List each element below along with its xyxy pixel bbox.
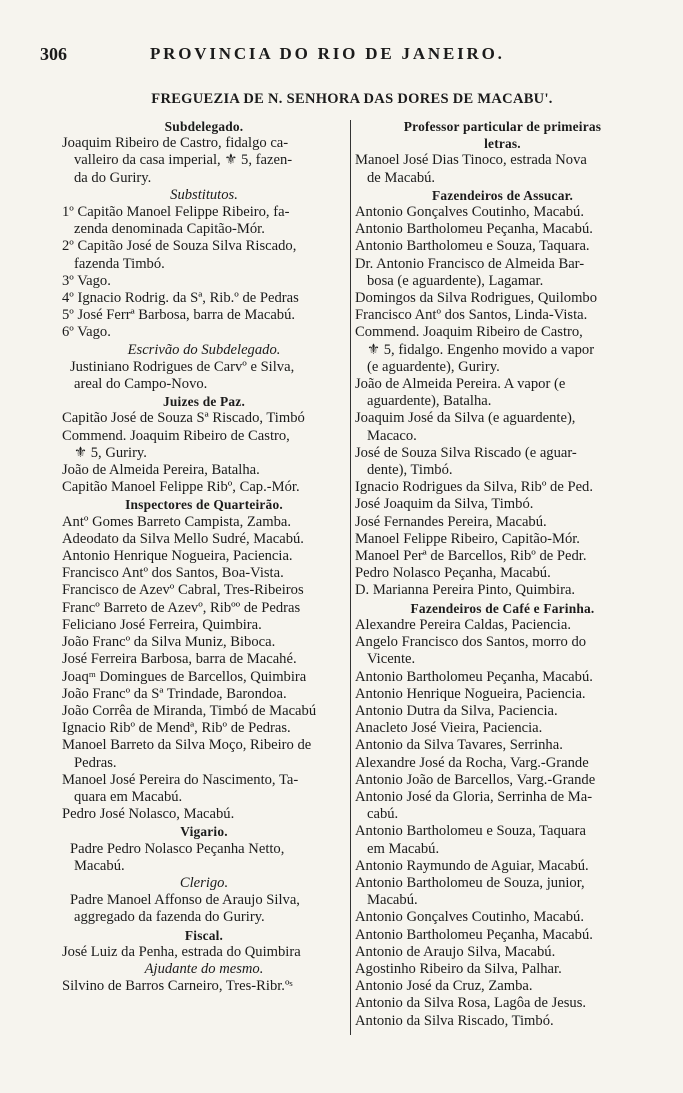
- left-entry-line: quara em Macabú.: [74, 788, 183, 805]
- right-entry-line: cabú.: [367, 806, 399, 823]
- left-section-heading: Vigario.: [180, 824, 228, 840]
- left-entry-line: Padre Manoel Affonso de Araujo Silva,: [70, 892, 300, 909]
- right-entry-line: (e aguardente), Guriry.: [367, 358, 500, 375]
- right-entry-line: Antonio Bartholomeu Peçanha, Macabú.: [355, 668, 593, 685]
- right-entry-line: Agostinho Ribeiro da Silva, Palhar.: [355, 960, 562, 977]
- right-entry-line: Antonio João de Barcellos, Varg.-Grande: [355, 771, 596, 788]
- right-entry-line: Antonio José da Gloria, Serrinha de Ma-: [355, 788, 593, 805]
- left-section-heading: Inspectores de Quarteirão.: [125, 497, 283, 513]
- left-entry-line: Manoel Barreto da Silva Moço, Ribeiro de: [62, 737, 312, 754]
- right-entry-line: D. Marianna Pereira Pinto, Quimbira.: [355, 582, 576, 599]
- left-entry-line: Francisco de Azevº Cabral, Tres-Ribeiros: [62, 582, 304, 599]
- left-entry-line: João Francº da Silva Muniz, Biboca.: [62, 634, 276, 651]
- right-entry-line: ⚜ 5, fidalgo. Engenho movido a vapor: [367, 341, 595, 358]
- right-entry-line: Manoel Perª de Barcellos, Ribº de Pedr.: [355, 548, 587, 565]
- left-entry-line: zenda denominada Capitão-Mór.: [74, 221, 265, 238]
- left-entry-line: João de Almeida Pereira, Batalha.: [62, 462, 260, 479]
- left-entry-line: Ignacio Ribº de Mendª, Ribº de Pedras.: [62, 720, 291, 737]
- left-entry-line: Macabú.: [74, 857, 125, 874]
- right-entry-line: Domingos da Silva Rodrigues, Quilombo: [355, 290, 598, 307]
- left-entry-line: 3º Vago.: [62, 272, 111, 289]
- left-entry-line: 5º José Ferrª Barbosa, barra de Macabú.: [62, 307, 296, 324]
- left-entry-line: Antonio Henrique Nogueira, Paciencia.: [62, 548, 293, 565]
- left-section-heading: Fiscal.: [184, 927, 224, 943]
- right-entry-line: Macaco.: [367, 427, 417, 444]
- right-column: [355, 118, 650, 1030]
- right-entry-line: Dr. Antonio Francisco de Almeida Bar-: [355, 255, 585, 272]
- right-entry-line: José Joaquim da Silva, Timbó.: [355, 496, 534, 513]
- left-entry-line: João Francº da Sª Trindade, Barondoa.: [62, 685, 287, 702]
- left-section-heading: Ajudante do mesmo.: [144, 960, 264, 977]
- column-divider: [350, 120, 351, 1035]
- right-entry-line: dente), Timbó.: [367, 462, 453, 479]
- left-entry-line: Pedras.: [74, 754, 117, 771]
- right-entry-line: Joaquim José da Silva (e aguardente),: [355, 410, 576, 427]
- right-entry-line: Antonio de Araujo Silva, Macabú.: [355, 943, 556, 960]
- right-entry-line: Anacleto José Vieira, Paciencia.: [355, 720, 543, 737]
- right-entry-line: aguardente), Batalha.: [367, 393, 492, 410]
- left-entry-line: 1º Capitão Manoel Felippe Ribeiro, fa-: [62, 204, 290, 221]
- left-entry-line: valleiro da casa imperial, ⚜ 5, fazen-: [74, 152, 293, 169]
- right-entry-line: Antonio da Silva Tavares, Serrinha.: [355, 737, 563, 754]
- left-entry-line: Justiniano Rodrigues de Carvº e Silva,: [70, 358, 295, 375]
- right-entry-line: Manoel José Dias Tinoco, estrada Nova: [355, 152, 587, 169]
- right-entry-line: Francisco Antº dos Santos, Linda-Vista.: [355, 307, 588, 324]
- right-entry-line: bosa (e aguardente), Lagamar.: [367, 272, 544, 289]
- left-entry-line: Padre Pedro Nolasco Peçanha Netto,: [70, 840, 285, 857]
- right-section-heading: Professor particular de primeiras: [403, 119, 602, 134]
- right-entry-line: Manoel Felippe Ribeiro, Capitão-Mór.: [355, 530, 580, 547]
- right-entry-line: Antonio Gonçalves Coutinho, Macabú.: [355, 204, 585, 221]
- right-entry-line: Antonio da Silva Rosa, Lagôa de Jesus.: [355, 995, 587, 1012]
- right-entry-line: Antonio Bartholomeu Peçanha, Macabú.: [355, 221, 593, 238]
- right-entry-line: Angelo Francisco dos Santos, morro do: [355, 634, 587, 651]
- left-entry-line: Francº Barreto de Azevº, Ribºº de Pedras: [62, 599, 301, 616]
- right-section-heading: letras.: [484, 136, 521, 152]
- right-entry-line: Ignacio Rodrigues da Silva, Ribº de Ped.: [355, 479, 593, 496]
- page-header: [40, 44, 640, 68]
- left-entry-line: Adeodato da Silva Mello Sudré, Macabú.: [62, 530, 304, 547]
- right-entry-line: Antonio Bartholomeu e Souza, Taquara.: [355, 238, 590, 255]
- left-entry-line: ⚜ 5, Guriry.: [74, 444, 147, 461]
- left-section-heading: Substitutos.: [170, 186, 238, 203]
- right-entry-line: Commend. Joaquim Ribeiro de Castro,: [355, 324, 583, 341]
- left-entry-line: Capitão José de Souza Sª Riscado, Timbó: [62, 410, 305, 427]
- left-entry-line: 2º Capitão José de Souza Silva Riscado,: [62, 238, 297, 255]
- right-entry-line: João de Almeida Pereira. A vapor (e: [355, 376, 566, 393]
- page-number: 306: [40, 44, 67, 64]
- left-entry-line: 6º Vago.: [62, 324, 111, 341]
- right-entry-line: Antonio Gonçalves Coutinho, Macabú.: [355, 909, 585, 926]
- right-entry-line: Antonio Bartholomeu Peçanha, Macabú.: [355, 926, 593, 943]
- running-title: PROVINCIA DO RIO DE JANEIRO.: [150, 44, 505, 63]
- left-entry-line: areal do Campo-Novo.: [74, 376, 208, 393]
- right-entry-line: de Macabú.: [367, 169, 436, 186]
- right-entry-line: Antonio Henrique Nogueira, Paciencia.: [355, 685, 586, 702]
- parish-title: FREGUEZIA DE N. SENHORA DAS DORES DE MACABU'.: [151, 91, 553, 107]
- left-entry-line: Commend. Joaquim Ribeiro de Castro,: [62, 427, 290, 444]
- left-section-heading: Juizes de Paz.: [162, 394, 245, 410]
- right-entry-line: Antonio Bartholomeu de Souza, junior,: [355, 874, 585, 891]
- right-section-heading: Fazendeiros de Assucar.: [431, 187, 574, 203]
- left-entry-line: Capitão Manoel Felippe Ribº, Cap.-Mór.: [62, 479, 300, 496]
- right-entry-line: Vicente.: [367, 651, 416, 668]
- left-entry-line: fazenda Timbó.: [74, 255, 165, 272]
- right-entry-line: Alexandre José da Rocha, Varg.-Grande: [355, 754, 589, 771]
- left-section-heading: Clerigo.: [179, 874, 229, 891]
- left-entry-line: da do Guriry.: [74, 169, 152, 186]
- right-entry-line: Antonio da Silva Riscado, Timbó.: [355, 1012, 554, 1029]
- left-entry-line: José Luiz da Penha, estrada do Quimbira: [62, 943, 301, 960]
- left-entry-line: Manoel José Pereira do Nascimento, Ta-: [62, 771, 299, 788]
- right-section-heading: Fazendeiros de Café e Farinha.: [410, 600, 595, 616]
- left-entry-line: João Corrêa de Miranda, Timbó de Macabú: [62, 702, 317, 719]
- left-entry-line: José Ferreira Barbosa, barra de Macahé.: [62, 651, 297, 668]
- right-entry-line: Alexandre Pereira Caldas, Paciencia.: [355, 616, 571, 633]
- left-entry-line: Feliciano José Ferreira, Quimbira.: [62, 616, 262, 633]
- right-entry-line: Pedro Nolasco Peçanha, Macabú.: [355, 565, 551, 582]
- right-entry-line: José Fernandes Pereira, Macabú.: [355, 513, 547, 530]
- right-entry-line: Antonio José da Cruz, Zamba.: [355, 978, 533, 995]
- left-entry-line: Joaquim Ribeiro de Castro, fidalgo ca-: [62, 135, 289, 152]
- left-entry-line: 4º Ignacio Rodrig. da Sª, Rib.º de Pedras: [62, 290, 299, 307]
- left-section-heading: Subdelegado.: [164, 119, 244, 134]
- right-entry-line: Antonio Bartholomeu e Souza, Taquara: [355, 823, 586, 840]
- right-entry-line: José de Souza Silva Riscado (e aguar-: [355, 444, 577, 461]
- left-entry-line: Francisco Antº dos Santos, Boa-Vista.: [62, 565, 284, 582]
- left-entry-line: Joaqᵐ Domingues de Barcellos, Quimbira: [62, 668, 307, 685]
- right-entry-line: em Macabú.: [367, 840, 440, 857]
- left-entry-line: Silvino de Barros Carneiro, Tres-Ribr.ºˢ: [62, 978, 293, 995]
- right-entry-line: Antonio Raymundo de Aguiar, Macabú.: [355, 857, 589, 874]
- left-section-heading: Escrivão do Subdelegado.: [127, 341, 281, 358]
- left-entry-line: Antº Gomes Barreto Campista, Zamba.: [62, 513, 292, 530]
- right-entry-line: Macabú.: [367, 892, 418, 909]
- left-entry-line: aggregado da fazenda do Guriry.: [74, 909, 265, 926]
- left-column: [62, 118, 346, 995]
- left-entry-line: Pedro José Nolasco, Macabú.: [62, 806, 235, 823]
- right-entry-line: Antonio Dutra da Silva, Paciencia.: [355, 702, 558, 719]
